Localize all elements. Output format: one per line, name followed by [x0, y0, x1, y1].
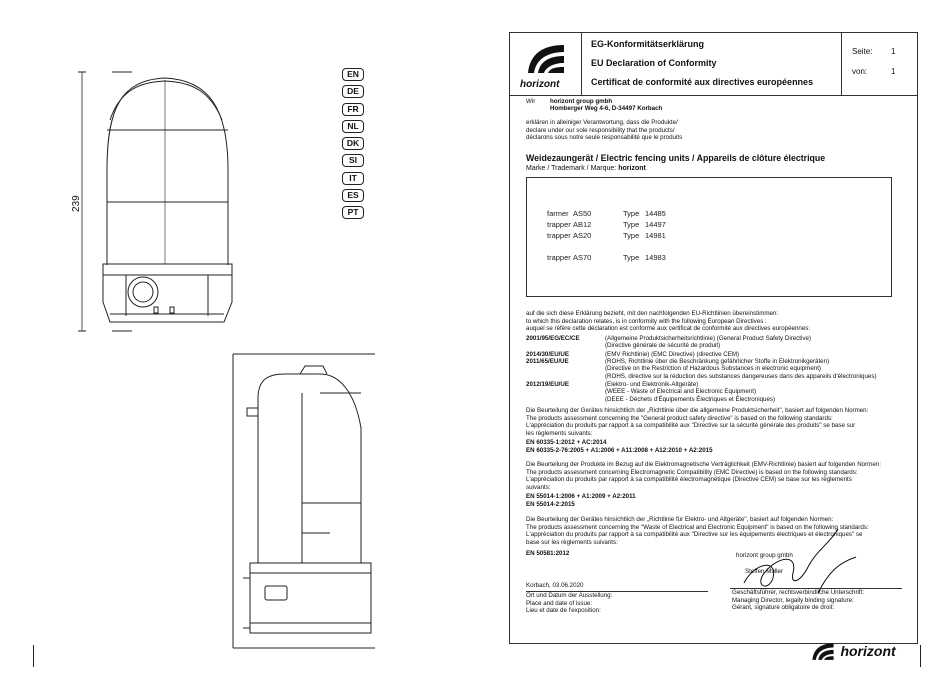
assessment-emc: [526, 461, 881, 509]
product-model: AS70: [573, 253, 592, 262]
header-logo: [510, 33, 582, 95]
product-name: trapper: [547, 253, 571, 262]
footer-logo: [810, 641, 896, 661]
caption-line: Lieu et date de l'exposition:: [526, 607, 601, 615]
height-dimension-label: 239: [71, 195, 82, 212]
brand-line: [526, 165, 646, 172]
horizont-logo-icon: [810, 641, 836, 661]
caption-line: Ort und Datum der Ausstellung:: [526, 592, 613, 599]
language-badge-dk[interactable]: DK: [342, 137, 364, 150]
company-address: Homberger Weg 4-6, D-34497 Korbach: [550, 105, 663, 112]
product-name: trapper: [547, 220, 571, 229]
product-number: 14497: [645, 220, 666, 229]
directive-code: 2014/30/EU/UE: [526, 351, 569, 358]
horizont-logo-icon: [524, 41, 568, 75]
paragraph-line: The products assessment concerning Electromagnetic Compatibility (EMC Directive) is based on the following standards:: [526, 468, 858, 476]
product-model: AS50: [573, 209, 592, 218]
declare-line: erklären in alleiniger Verantwortung, dass die Produkte/: [526, 119, 678, 126]
norm-line: EN 55014-2:2015: [526, 500, 575, 508]
directive-code: 2011/65/EU/UE: [526, 358, 569, 365]
language-list: [342, 68, 366, 224]
directive-text: [605, 381, 775, 403]
directive-line: (WEEE - Waste of Electrical and Electronic Equipment): [605, 388, 757, 396]
directive-line: (EMV Richtlinie) (EMC Directive) (directive CEM): [605, 351, 740, 358]
norm-line: EN 60335-2-76:2005 + A1:2006 + A11:2008 + A12:2010 + A2:2015: [526, 446, 713, 454]
product-type: Type: [623, 220, 640, 229]
signature-company: horizont group gmbh: [736, 552, 793, 559]
directive-line: (Allgemeine Produktsicherheitsrichtlinie) (General Product Safety Directive): [605, 335, 811, 342]
paragraph-line: The products assessment concerning the "Waste of Electrical and Electronic Equipment" is based on the following standards:: [526, 523, 869, 531]
title-fr: Certificat de conformité aux directives européennes: [591, 77, 814, 87]
brand-prefix: Marke / Trademark / Marque:: [526, 165, 617, 172]
footer-logo-text: horizont: [840, 643, 896, 659]
version-label: von:: [852, 67, 868, 76]
wir-label: Wir: [526, 98, 536, 105]
directive-code: 2001/95/EG/EC/CE: [526, 335, 580, 342]
caption-line: Place and date of issue:: [526, 599, 593, 607]
declare-text: [526, 119, 682, 142]
page-value: 1: [891, 47, 896, 56]
relates-line: auf die sich diese Erklärung bezieht, mit den nachfolgenden EU-Richtlinien übereinstimmen:: [526, 310, 779, 317]
product-type: Type: [623, 253, 640, 262]
directive-line: (ROHS, Richtlinie über die Beschränkung gefährlicher Stoffe in Elektronikgeräten): [605, 358, 830, 365]
product-number: 14983: [645, 253, 666, 262]
place-caption: [526, 592, 612, 615]
paragraph-line: The products assessment concerning the "General product safety directive" is based on the following standards:: [526, 414, 833, 422]
product-model: AB12: [573, 220, 592, 229]
page-label: Seite:: [852, 47, 873, 56]
norm-line: EN 55014-1:2006 + A1:2009 + A2:2011: [526, 493, 636, 501]
product-number: 14981: [645, 231, 666, 240]
paragraph-line: suivants:: [526, 483, 551, 491]
directive-line: (ROHS, directive sur la réduction des substances dangereuses dans des appareils d'électroniques): [605, 372, 877, 380]
paragraph-line: Die Beurteilung der Gerätes hinsichtlich der „Richtlinie über die allgemeine Produktsicherheit", basiert auf folgenden Normen:: [526, 407, 869, 414]
language-badge-nl[interactable]: NL: [342, 120, 364, 133]
side-view-drawing: [225, 348, 385, 668]
title-de: EG-Konformitätserklärung: [591, 39, 705, 49]
product-name: farmer: [547, 209, 569, 218]
product-row: [547, 209, 569, 218]
signature-caption: [732, 589, 864, 612]
declaration-document: [509, 32, 918, 644]
directive-text: [605, 335, 811, 350]
paragraph-line: Die Beurteilung der Produkte im Bezug auf die Elektromagnetische Verträglichkeit (EMV-Richtlinie) basiert auf folgenden Normen:: [526, 461, 881, 468]
product-name: trapper: [547, 231, 571, 240]
paragraph-line: Die Beurteilung der Gerätes hinsichtlich der „Richtlinie für Elektro- und Altgeräte", basiert auf folgenden Normen:: [526, 516, 834, 523]
norm-line: EN 50581:2012: [526, 550, 570, 558]
paragraph-line: L'appréciation du produits par rapport à sa compatibilité aux "Directive sur les équipements électriques et électroniques" se: [526, 531, 863, 539]
caption-line: Managing Director, legally binding signature:: [732, 596, 854, 604]
directive-text: [605, 358, 877, 380]
paragraph-line: L'appréciation du produits par rapport à sa compatibilité aux "Directive sur la sécurité générale des produits" se base sur: [526, 422, 856, 430]
product-type: Type: [623, 231, 640, 240]
language-badge-si[interactable]: SI: [342, 154, 364, 167]
brand-name: horizont: [618, 165, 646, 172]
directive-code: 2012/19/EU/UE: [526, 381, 569, 388]
directive-line: (Directive on the Restriction of Hazardous Substances in electronic equipment): [605, 365, 821, 373]
front-view-drawing: [70, 50, 330, 350]
relates-line: to which this declaration relates, is in conformity with the following European Directives :: [526, 317, 767, 325]
caption-line: Geschäftsführer, rechtsverbindliche Unterschrift:: [732, 589, 865, 596]
company-name: horizont group gmbh: [550, 98, 613, 105]
header-title-cell: [582, 33, 842, 95]
paragraph-line: les règlements suivants:: [526, 429, 593, 437]
language-badge-en[interactable]: EN: [342, 68, 364, 81]
relates-text: [526, 310, 810, 333]
paragraph-line: base sur les règlements suivants:: [526, 538, 618, 546]
product-number: 14485: [645, 209, 666, 218]
title-en: EU Declaration of Conformity: [591, 58, 717, 68]
caption-line: Gérant, signature obligatoire de droit:: [732, 604, 835, 612]
declare-line: declare under our sole responsibility that the products/: [526, 126, 675, 134]
relates-line: auquel se réfère cette déclaration est conforme aux certificat de conformité aux directives européennes:: [526, 325, 811, 333]
directive-line: (Directive générale de sécurité de produit): [605, 342, 721, 350]
product-model: AS20: [573, 231, 592, 240]
language-badge-es[interactable]: ES: [342, 189, 364, 202]
directive-line: (DEEE - Déchets d'Équipements Électriques et Électroniques): [605, 395, 776, 403]
assessment-safety: [526, 407, 868, 455]
version-value: 1: [891, 67, 896, 76]
place-date: Korbach, 03.06.2020: [526, 582, 584, 589]
header-meta: [842, 33, 917, 95]
language-badge-it[interactable]: IT: [342, 172, 364, 185]
right-edge-mark: [920, 645, 921, 667]
header-logo-text: horizont: [520, 79, 560, 90]
signature-name: Steffen Muller: [745, 568, 784, 575]
language-badge-de[interactable]: DE: [342, 85, 364, 98]
norm-line: EN 60335-1:2012 + AC:2014: [526, 439, 607, 447]
product-title: Weidezaungerät / Electric fencing units / Appareils de clôture électrique: [526, 153, 826, 163]
declare-line: déclarons sous notre seule responsabilité que le produits: [526, 134, 683, 142]
left-edge-mark: [33, 645, 34, 667]
products-box: [526, 177, 892, 297]
language-badge-pt[interactable]: PT: [342, 206, 364, 219]
document-header: [510, 33, 917, 96]
language-badge-fr[interactable]: FR: [342, 103, 364, 116]
product-type: Type: [623, 209, 640, 218]
paragraph-line: L'appréciation du produits par rapport à sa compatibilité électromagnétique (Directive CEM) se base sur les règlements: [526, 476, 852, 484]
directive-line: (Elektro- und Elektronik-Altgeräte): [605, 381, 699, 388]
